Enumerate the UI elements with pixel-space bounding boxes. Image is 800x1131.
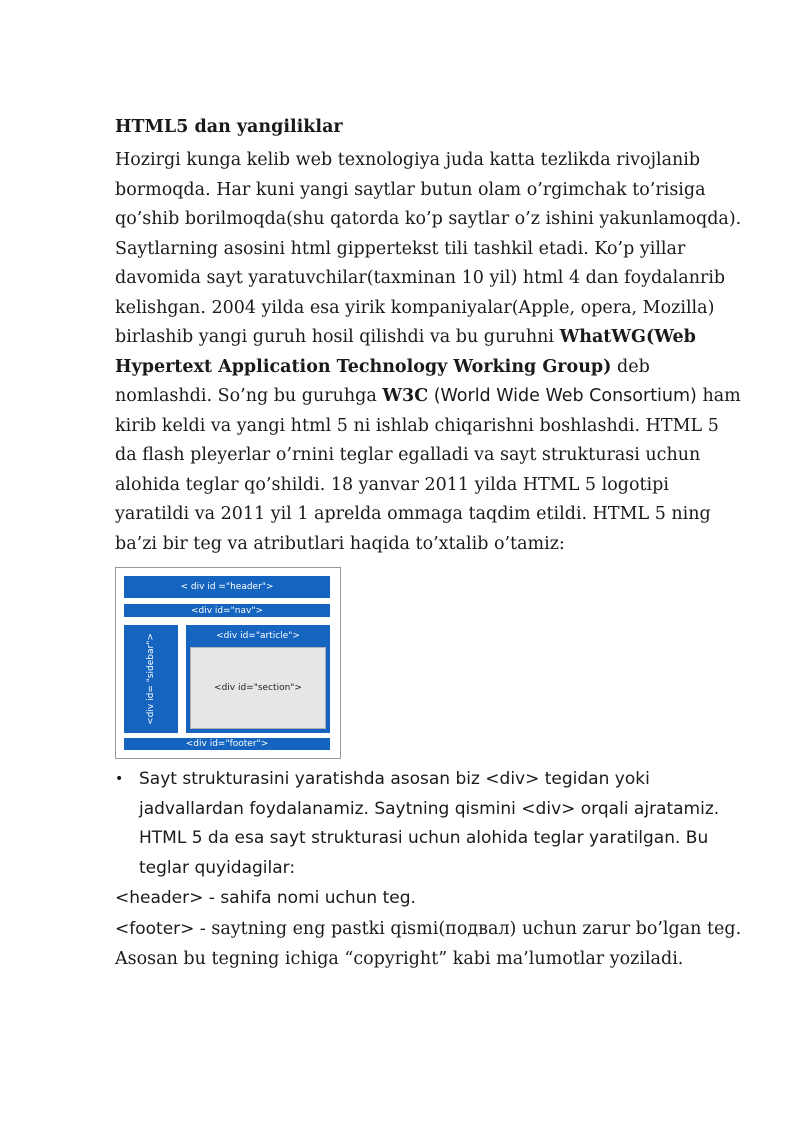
bullet-icon: • [115, 771, 124, 787]
figure-header-block [124, 576, 330, 598]
figure-footer-label: <div id="footer"> [185, 739, 269, 749]
header-tag-line [115, 883, 745, 914]
paragraph-text-3: (World Wide Web Consortium) [428, 386, 697, 406]
whatwg-bold: WhatWG(Web Hypertext Application Technology Working Group) [115, 327, 696, 377]
figure-sidebar-label: <div id= "sidebar"> [146, 633, 156, 725]
figure-nav-label: <div id="nav"> [190, 605, 264, 616]
footer-tag-name: <footer> - [115, 918, 212, 939]
figure-sidebar-block [124, 625, 178, 733]
figure-section-block [190, 647, 326, 729]
paragraph-text-2: deb nomlashdi. So’ng bu guruhga [115, 356, 650, 406]
page-title: HTML5 dan yangiliklar [115, 117, 343, 137]
document-page [115, 112, 745, 975]
w3c-bold: W3C [382, 386, 429, 406]
list-item-text: Sayt strukturasini yaratishda asosan biz <div> tegidan yoki jadvallardan foydalanamiz. Saytning qismini <div> orqali ajratamiz. HTML 5 da esa sayt strukturasi uchun alohida teglar yaratilgan. Bu teglar quyidagilar: [139, 769, 720, 878]
figure-article-label: <div id="article"> [216, 631, 300, 641]
figure-section-label: <div id="section"> [214, 683, 302, 693]
footer-tag-line [115, 914, 745, 975]
intro-paragraph [115, 146, 745, 559]
paragraph-text-4: ham kirib keldi va yangi html 5 ni ishlab chiqarishni boshlashdi. HTML 5 da flash pleyerlar o’rnini teglar egalladi va sayt strukturasi uchun alohida teglar qo’shildi. 18 yanvar 2011 yilda HTML 5 logotipi yaratildi va 2011 yil 1 aprelda ommaga taqdim etildi. HTML 5 ning ba’zi bir teg va atributlari haqida to’xtalib o’tamiz: [115, 386, 741, 554]
html5-layout-figure [115, 567, 341, 759]
figure-header-label: < div id ="header"> [180, 582, 274, 592]
header-tag-text: <header> - sahifa nomi uchun teg. [115, 888, 416, 908]
figure-footer-block [124, 738, 330, 750]
list-item [115, 765, 745, 883]
figure-nav-block [124, 604, 330, 617]
structure-list [115, 765, 745, 883]
footer-tag-desc: saytning eng pastki qismi(подвал) uchun zarur bo’lgan teg. Asosan bu tegning ichiga “copyright” kabi ma’lumotlar yoziladi. [115, 918, 742, 969]
paragraph-text-1: Hozirgi kunga kelib web texnologiya juda katta tezlikda rivojlanib bormoqda. Har kuni yangi saytlar butun olam o’rgimchak to’risiga qo’shib borilmoqda(shu qatorda ko’p saytlar o’z ishini yakunlamoqda). Saytlarning asosini html gippertekst tili tashkil etadi. Ko’p yillar davomida sayt yaratuvchilar(taxminan 10 yil) html 4 dan foydalanrib kelishgan. 2004 yilda esa yirik kompaniyalar(Apple, opera, Mozilla) birlashib yangi guruh hosil qilishdi va bu guruhni [115, 150, 742, 347]
